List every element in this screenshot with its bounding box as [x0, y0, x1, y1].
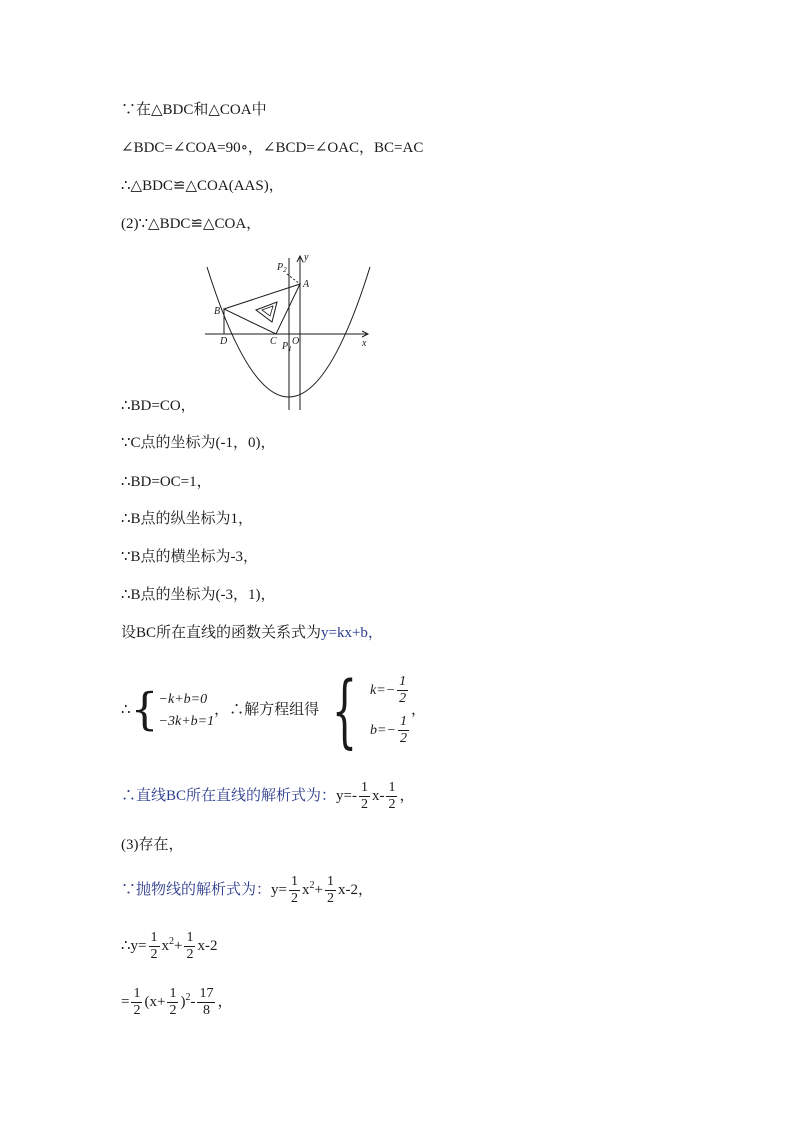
text-line-10: ∴B点的坐标为(-3，1)， [121, 587, 276, 603]
set-square-icon [256, 302, 277, 322]
equation-1: −k+b=0 [158, 691, 208, 707]
fraction-half-1: $\frac{1}{2}$ [360, 780, 368, 813]
label-b: B [214, 306, 221, 317]
fraction-half-2: $\frac{1}{2}$ [388, 780, 396, 813]
text-line-8: ∴B点的纵坐标为1， [121, 511, 254, 527]
line15-prefix: ∵抛物线的解析式为： [121, 882, 272, 898]
line13-prefix: ∴直线BC所在直线的解析式为： [121, 788, 337, 804]
equation-system-line [121, 665, 426, 755]
label-o: O [292, 336, 300, 347]
text-line-15: ∵抛物线的解析式为：y= $\frac{1}{2}$ $x^2+$ $\frac{1}{2}$ x-2， [121, 874, 373, 907]
label-x: x [362, 338, 367, 349]
left-brace: { [130, 684, 159, 736]
text-line-4: (2)∵△BDC≌△COA， [121, 216, 262, 232]
solution-k: k=− $\frac{1}{2}$ [370, 673, 407, 706]
solution-b: b=− $\frac{1}{2}$ [370, 713, 407, 746]
text-line-3: ∴△BDC≌△COA(AAS)， [121, 178, 284, 194]
text-line-7: ∴BD=OC=1， [121, 474, 212, 490]
equation-2: −3k+b=1 [158, 713, 215, 729]
solve-text: ，∴解方程组得 [214, 702, 320, 718]
line11-prefix: 设BC所在直线的函数关系式为 [121, 625, 322, 641]
parabola-figure [200, 252, 375, 412]
text-line-1: ∵在△BDC和△COA中 [121, 102, 267, 118]
solution-end: ， [410, 702, 426, 718]
text-line-13: ∴直线BC所在直线的解析式为：y=- $\frac{1}{2}$ x- $\frac{1}{2}$ ， [121, 780, 415, 813]
text-line-11 [121, 624, 383, 642]
label-a: A [303, 279, 310, 290]
text-line-6: ∵C点的坐标为(-1，0)， [121, 435, 276, 451]
equation-system [159, 689, 215, 733]
text-line-9: ∵B点的横坐标为-3， [121, 549, 259, 565]
solution-brace: { [331, 663, 358, 757]
label-p2: $P_2$ [277, 262, 287, 274]
text-line-17: = $\frac{1}{2}$ (x+ $\frac{1}{2}$ )$^2$- $\frac{17}{8}$ ， [121, 986, 233, 1019]
solution-system [370, 671, 411, 751]
fraction-17-8: $\frac{17}{8}$ [199, 986, 214, 1019]
text-line-14: (3)存在， [121, 837, 184, 853]
label-d: D [220, 336, 228, 347]
text-line-5: ∴BD=CO， [121, 398, 196, 414]
text-line-2: ∠BDC=∠COA=90∘，∠BCD=∠OAC，BC=AC [121, 140, 424, 156]
line11-equation: y=kx+b， [321, 625, 383, 641]
label-p1: $P_1$ [282, 341, 292, 353]
therefore-symbol: ∴ [121, 702, 131, 718]
label-c: C [270, 336, 277, 347]
label-y: y [304, 252, 309, 263]
text-line-16: ∴y= $\frac{1}{2}$ $x^2+$ $\frac{1}{2}$ x-2 [121, 930, 218, 963]
